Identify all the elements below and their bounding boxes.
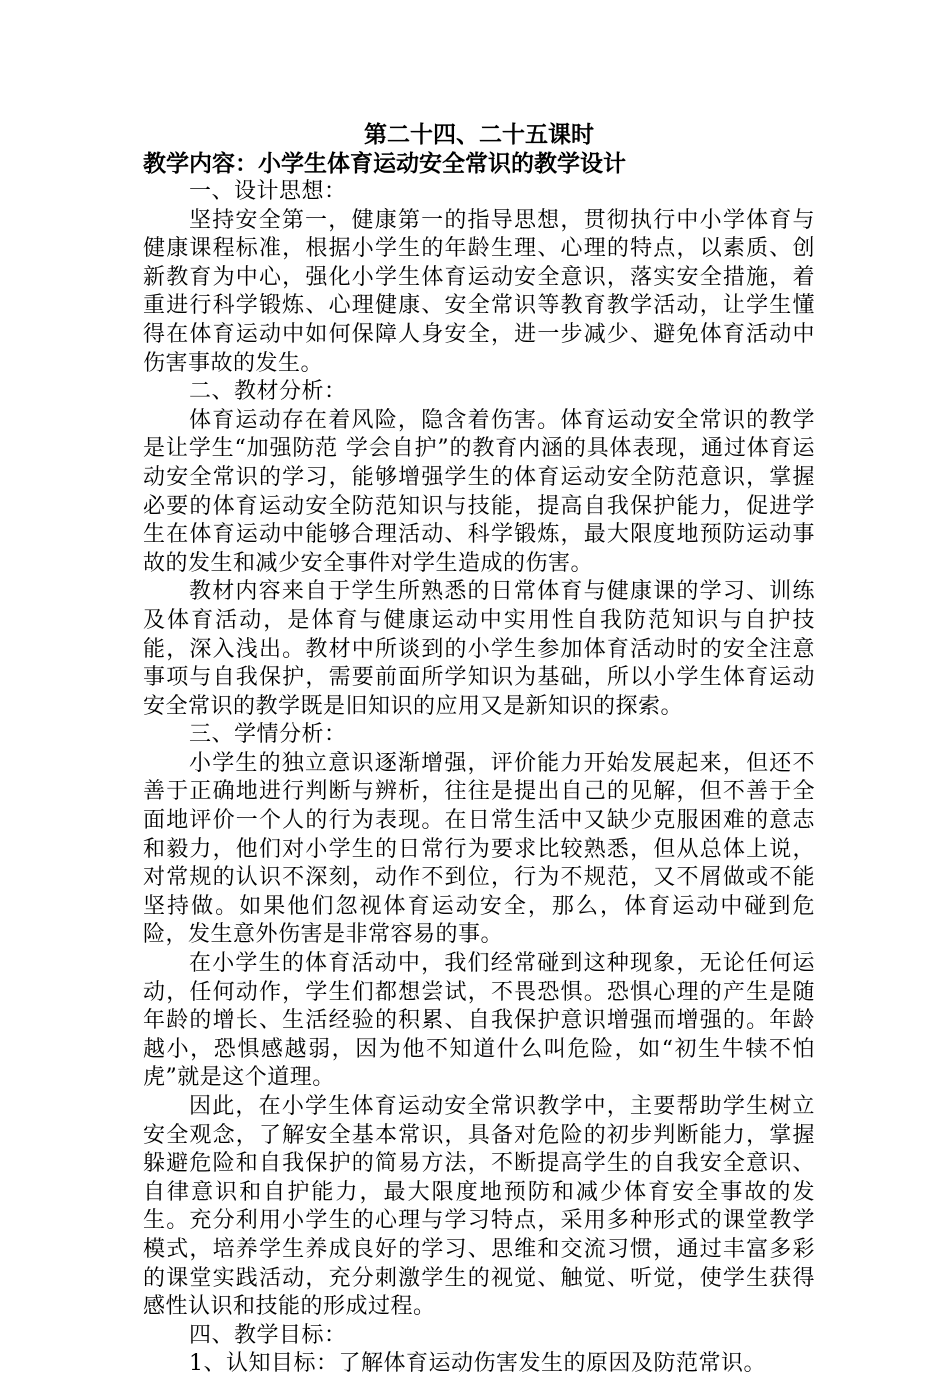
paragraph: 坚持安全第一，健康第一的指导思想，贯彻执行中小学体育与健康课程标准，根据小学生的年龄生理、心理的特点，以素质、创新教育为中心，强化小学生体育运动安全意识，落实安全措施，着重进行科学锻炼、心理健康、安全常识等教育教学活动，让学生懂得在体育运动中如何保障人身安全，进一步减少、避免体育活动中伤害事故的发生。 (143, 207, 815, 376)
page-title: 第二十四、二十五课时 (364, 121, 594, 148)
paragraph: 1、认知目标：了解体育运动伤害发生的原因及防范常识。 (189, 1351, 766, 1377)
section-heading-design: 一、设计思想： (189, 179, 347, 204)
page-subtitle: 教学内容：小学生体育运动安全常识的教学设计 (143, 150, 626, 177)
paragraph: 小学生的独立意识逐渐增强，评价能力开始发展起来，但还不善于正确地进行判断与辨析，往往是提出自己的见解，但不善于全面地评价一个人的行为表现。在日常生活中又缺少克服困难的意志和毅力，他们对小学生的日常行为要求比较熟悉，但从总体上说，对常规的认识不深刻，动作不到位，行为不规范，又不屑做或不能坚持做。如果他们忽视体育运动安全，那么，体育运动中碰到危险，发生意外伤害是非常容易的事。 (143, 750, 815, 948)
section-heading-objectives: 四、教学目标： (189, 1322, 347, 1348)
paragraph: 因此，在小学生体育运动安全常识教学中，主要帮助学生树立安全观念，了解安全基本常识，具备对危险的初步判断能力，掌握躲避危险和自我保护的简易方法，不断提高学生的自我安全意识、自律意识和自护能力，最大限度地预防和减少体育安全事故的发生。充分利用小学生的心理与学习特点，采用多种形式的课堂教学模式，培养学生养成良好的学习、思维和交流习惯，通过丰富多彩的课堂实践活动，充分刺激学生的视觉、触觉、听觉，使学生获得感性认识和技能的形成过程。 (143, 1094, 815, 1320)
section-heading-material: 二、教材分析： (189, 379, 347, 405)
paragraph: 教材内容来自于学生所熟悉的日常体育与健康课的学习、训练及体育活动，是体育与健康运动中实用性自我防范知识与自护技能，深入浅出。教材中所谈到的小学生参加体育活动时的安全注意事项与自我保护，需要前面所学知识为基础，所以小学生体育运动安全常识的教学既是旧知识的应用又是新知识的探索。 (143, 579, 815, 719)
paragraph: 在小学生的体育活动中，我们经常碰到这种现象，无论任何运动，任何动作，学生们都想尝试，不畏恐惧。恐惧心理的产生是随年龄的增长、生活经验的积累、自我保护意识增强而增强的。年龄越小，恐惧感越弱，因为他不知道什么叫危险，如“初生牛犊不怕虎”就是这个道理。 (143, 951, 815, 1091)
document-page (143, 120, 815, 1379)
section-heading-student-analysis: 三、学情分析： (189, 722, 347, 748)
paragraph: 体育运动存在着风险，隐含着伤害。体育运动安全常识的教学是让学生“加强防范 学会自护”的教育内涵的具体表现，通过体育运动安全常识的学习，能够增强学生的体育运动安全防范意识，掌握必要的体育运动安全防范知识与技能，提高自我保护能力，促进学生在体育运动中能够合理活动、科学锻炼，最大限度地预防运动事故的发生和减少安全事件对学生造成的伤害。 (143, 407, 815, 576)
